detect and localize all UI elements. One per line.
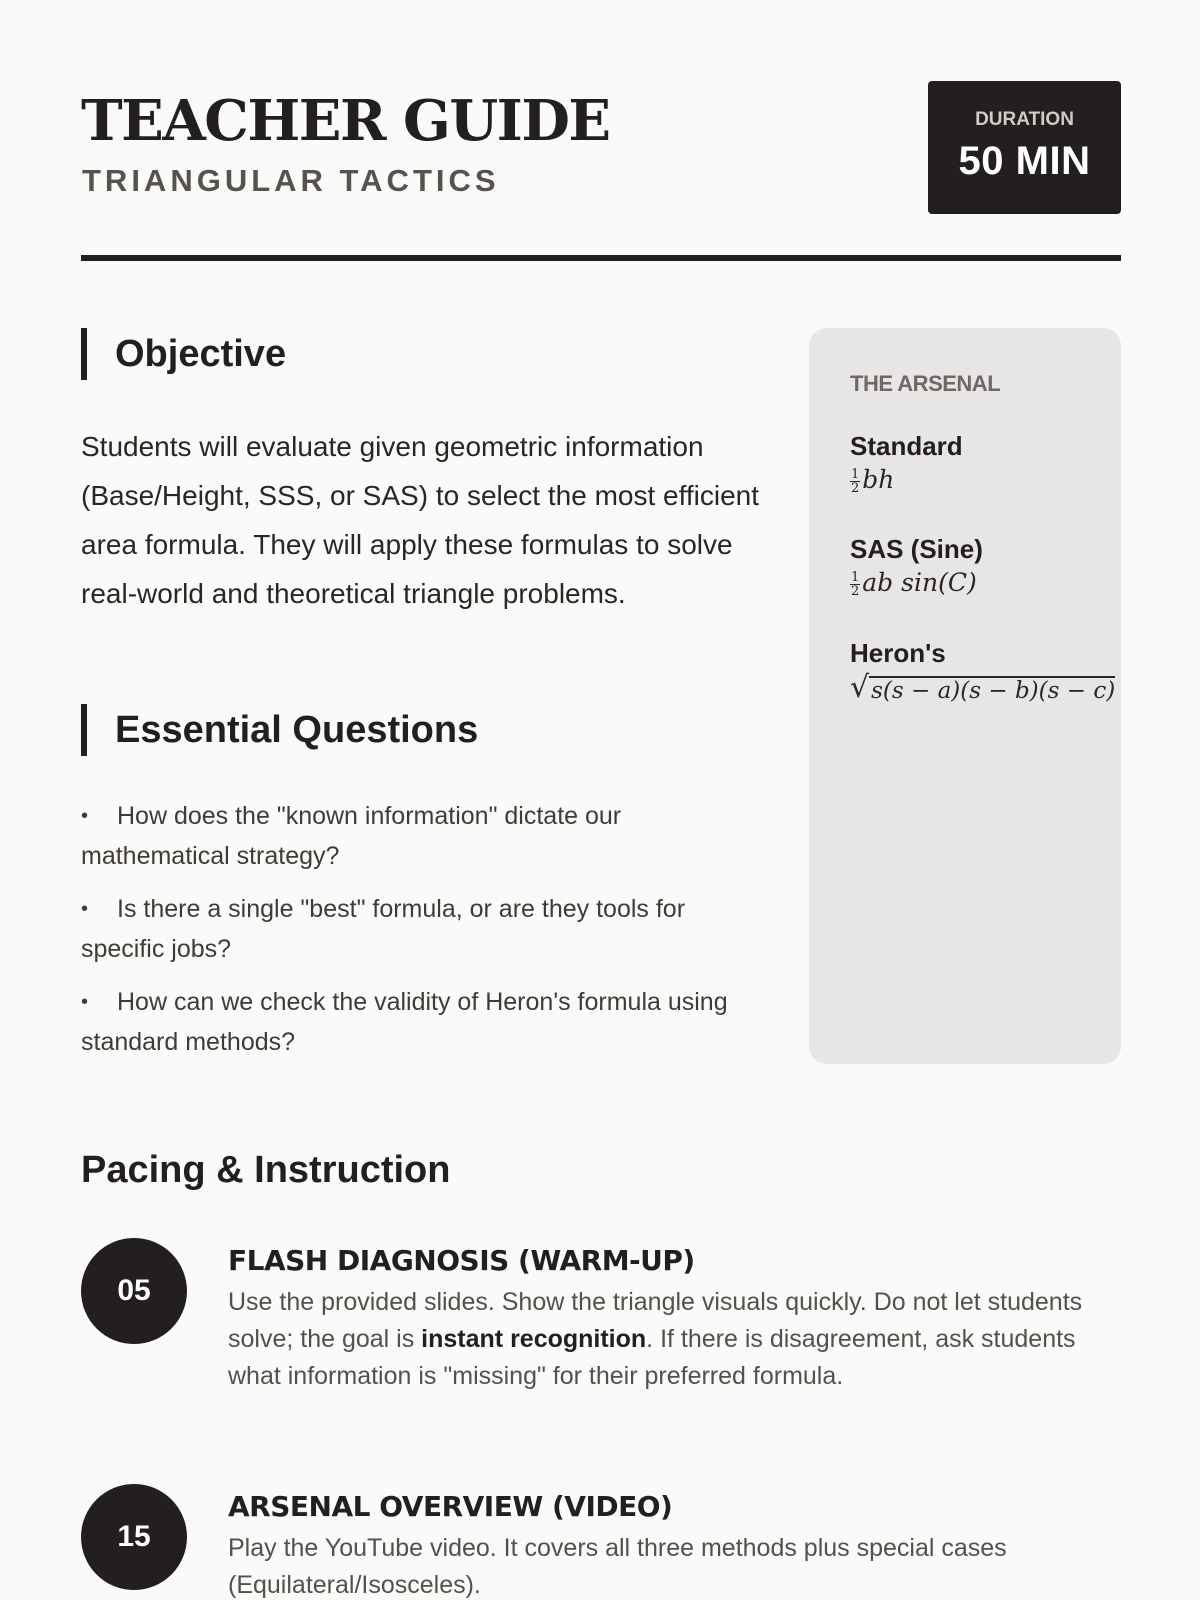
fraction: $\frac{1}{2}$ [851, 570, 860, 599]
objective-text: Students will evaluate given geometric information (Base/Height, SSS, or SAS) to select the most efficient area formula. They will apply these formulas to solve real-world and theoretical triangle problems. [81, 431, 760, 609]
step-minutes-badge: 05 [81, 1238, 187, 1344]
list-item: • Is there a single "best" formula, or are they tools for specific jobs? [81, 889, 761, 969]
duration-badge [928, 81, 1121, 214]
fraction: $\frac{1}{2}$ [851, 467, 860, 496]
list-item: • How does the "known information" dictate our mathematical strategy? [81, 796, 761, 876]
formula-name-sas: SAS (Sine) [850, 534, 983, 564]
formula-sas: $\frac{1}{2}$ ab sin(C) [851, 568, 977, 599]
pacing-step [81, 1484, 1121, 1600]
sqrt-icon: √ [850, 670, 870, 705]
step-body: Play the YouTube video. It covers all three methods plus special cases (Equilateral/Isosceles). [228, 1534, 1007, 1599]
formula-name-standard: Standard [850, 431, 963, 461]
formula-name-heron: Heron's [850, 638, 946, 668]
bullet-icon: • [81, 991, 89, 1013]
formula-standard: $\frac{1}{2}$ bh [851, 465, 895, 496]
arsenal-panel [809, 328, 1121, 1064]
bullet-icon: • [81, 805, 89, 827]
duration-value: 50 MIN [958, 139, 1091, 183]
page-header [81, 79, 1121, 261]
arsenal-heading: THE ARSENAL [850, 371, 1001, 396]
page-subtitle: TRIANGULAR TACTICS [82, 163, 500, 198]
pacing-heading: Pacing & Instruction [81, 1149, 451, 1191]
list-item: • How can we check the validity of Heron's formula using standard methods? [81, 982, 761, 1062]
step-body: Use the provided slides. Show the triangle visuals quickly. Do not let students solve; the goal is instant recognition. If there is disagreement, ask students what information is "missing" for their preferred formula. [228, 1288, 1083, 1390]
essential-questions-list [81, 796, 761, 1075]
pacing-step [81, 1238, 1121, 1438]
step-title: ARSENAL OVERVIEW (VIDEO) [228, 1490, 673, 1523]
bullet-icon: • [81, 898, 89, 920]
essential-questions-heading: Essential Questions [81, 704, 478, 756]
step-minutes-badge: 15 [81, 1484, 187, 1590]
objective-heading: Objective [81, 328, 286, 380]
page-title: TEACHER GUIDE [81, 88, 610, 154]
formula-heron: √ s(s − a)(s − b)(s − c) [850, 670, 1116, 705]
step-title: FLASH DIAGNOSIS (WARM-UP) [228, 1244, 695, 1277]
duration-label: DURATION [975, 109, 1074, 130]
